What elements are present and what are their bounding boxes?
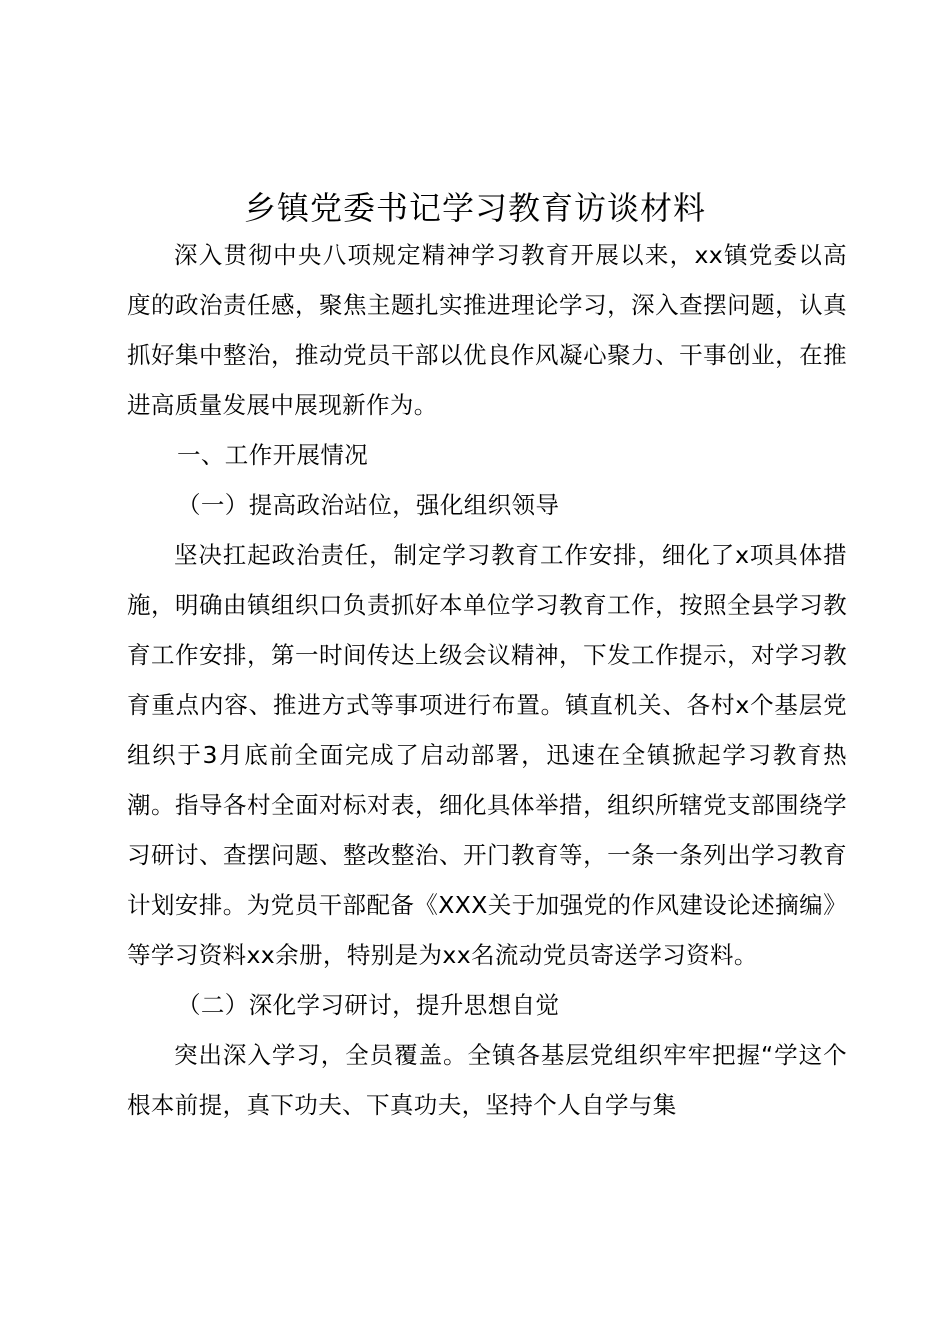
subsection-heading-1: （一）提高政治站位，强化组织领导 xyxy=(177,491,560,519)
subsection-2-paragraph: 突出深入学习，全员覆盖。全镇各基层党组织牢牢把握“学这个根本前提，真下功夫、下真功夫，坚持个人自学与集 xyxy=(127,1041,847,1119)
subsection-heading-2: （二）深化学习研讨，提升思想自觉 xyxy=(177,991,560,1019)
document-body xyxy=(127,230,847,1130)
subsection-1-paragraph: 坚决扛起政治责任，制定学习教育工作安排，细化了x项具体措施，明确由镇组织口负责抓好本单位学习教育工作，按照全县学习教育工作安排，第一时间传达上级会议精神，下发工作提示，对学习教育重点内容、推进方式等事项进行布置。镇直机关、各村x个基层党组织于3月底前全面完成了启动部署，迅速在全镇掀起学习教育热潮。指导各村全面对标对表，细化具体举措，组织所辖党支部围绕学习研讨、查摆问题、整改整治、开门教育等，一条一条列出学习教育计划安排。为党员干部配备《XXX关于加强党的作风建设论述摘编》等学习资料xx余册，特别是为xx名流动党员寄送学习资料。 xyxy=(127,541,847,969)
document-title: 乡镇党委书记学习教育访谈材料 xyxy=(243,189,706,227)
section-heading-work-status: 一、工作开展情况 xyxy=(177,441,369,469)
intro-paragraph: 深入贯彻中央八项规定精神学习教育开展以来，xx镇党委以高度的政治责任感，聚焦主题扎实推进理论学习，深入查摆问题，认真抓好集中整治，推动党员干部以优良作风凝心聚力、干事创业，在推进高质量发展中展现新作为。 xyxy=(127,241,847,419)
